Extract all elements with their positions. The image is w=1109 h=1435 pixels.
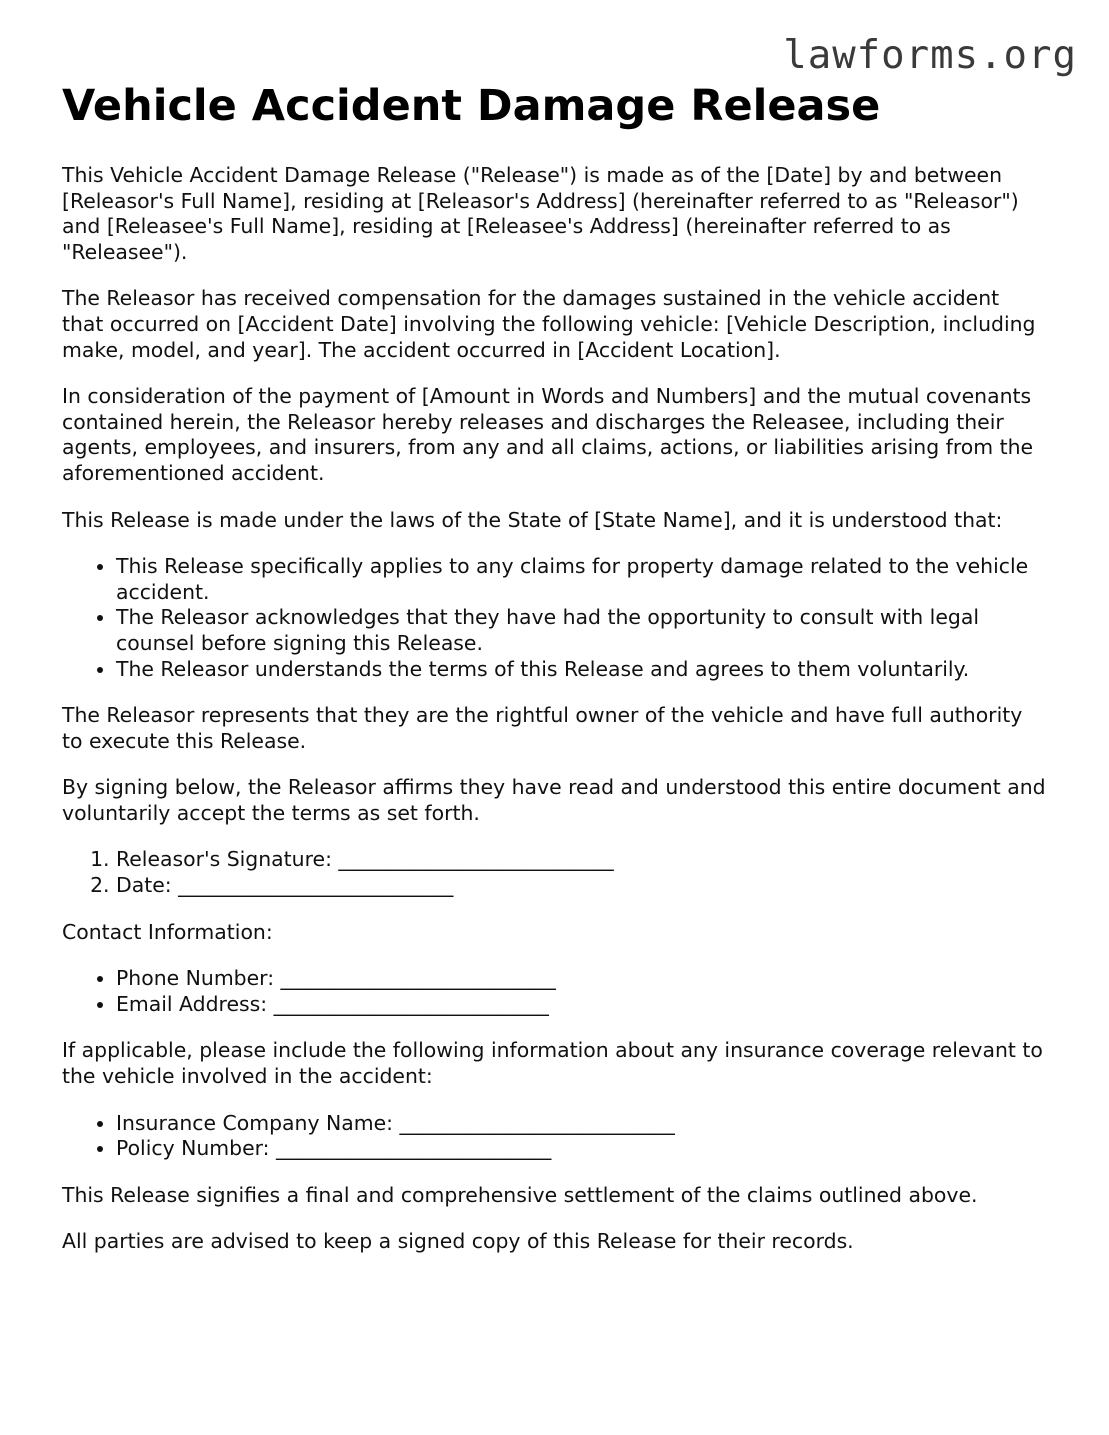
records-paragraph: All parties are advised to keep a signed copy of this Release for their records. [62, 1229, 854, 1254]
insurance-company-line[interactable]: • Insurance Company Name: ___________________________ [116, 1111, 1047, 1137]
signature-line[interactable]: 1. Releasor's Signature: ___________________________ [116, 847, 1047, 873]
list-item: • This Release specifically applies to any claims for property damage related to the vehicle accident. [116, 554, 1047, 605]
insurance-paragraph: If applicable, please include the following information about any insurance coverage relevant to the vehicle involved in the accident: [62, 1038, 1043, 1089]
affirmation-paragraph: By signing below, the Releasor affirms they have read and understood this entire document and voluntarily accept the terms as set forth. [62, 775, 1046, 825]
signature-list [62, 847, 1047, 898]
settlement-paragraph: This Release signifies a final and comprehensive settlement of the claims outlined above. [62, 1182, 978, 1207]
document-title: Vehicle Accident Damage Release [62, 81, 881, 131]
phone-number-line[interactable]: • Phone Number: ___________________________ [116, 966, 1047, 992]
consideration-paragraph: In consideration of the payment of [Amount in Words and Numbers] and the mutual covenants contained herein, the Releasor hereby releases and discharges the Releasee, including their agents, employees, and insurers, from any and all claims, actions, or liabilities arising from the aforementioned accident. [62, 384, 1034, 485]
list-item: • The Releasor acknowledges that they have had the opportunity to consult with legal counsel before signing this Release. [116, 605, 1047, 656]
document-page [62, 80, 1047, 1276]
intro-paragraph: This Vehicle Accident Damage Release ("Release") is made as of the [Date] by and between [Releasor's Full Name], residing at [Releasor's Address] (hereinafter referred to as "Releasor") and [Releasee's Full Name], residing at [Releasee's Address] (hereinafter referred to as "Releasee"). [62, 163, 1019, 264]
contact-heading: Contact Information: [62, 919, 273, 944]
ownership-paragraph: The Releasor represents that they are the rightful owner of the vehicle and have full authority to execute this Release. [62, 703, 1023, 753]
list-item: • The Releasor understands the terms of this Release and agrees to them voluntarily. [116, 657, 1047, 683]
understood-list [62, 554, 1047, 682]
email-address-line[interactable]: • Email Address: ___________________________ [116, 992, 1047, 1018]
governing-law-paragraph: This Release is made under the laws of the State of [State Name], and it is understood that: [62, 507, 1003, 532]
date-line[interactable]: 2. Date: ___________________________ [116, 873, 1047, 899]
contact-list [62, 966, 1047, 1017]
compensation-paragraph: The Releasor has received compensation for the damages sustained in the vehicle accident that occurred on [Accident Date] involving the following vehicle: [Vehicle Description, including make, model, and year]. The accident occurred in [Accident Location]. [62, 286, 1036, 362]
watermark-logo: lawforms.org [783, 33, 1077, 78]
policy-number-line[interactable]: • Policy Number: ___________________________ [116, 1136, 1047, 1162]
insurance-list [62, 1111, 1047, 1162]
